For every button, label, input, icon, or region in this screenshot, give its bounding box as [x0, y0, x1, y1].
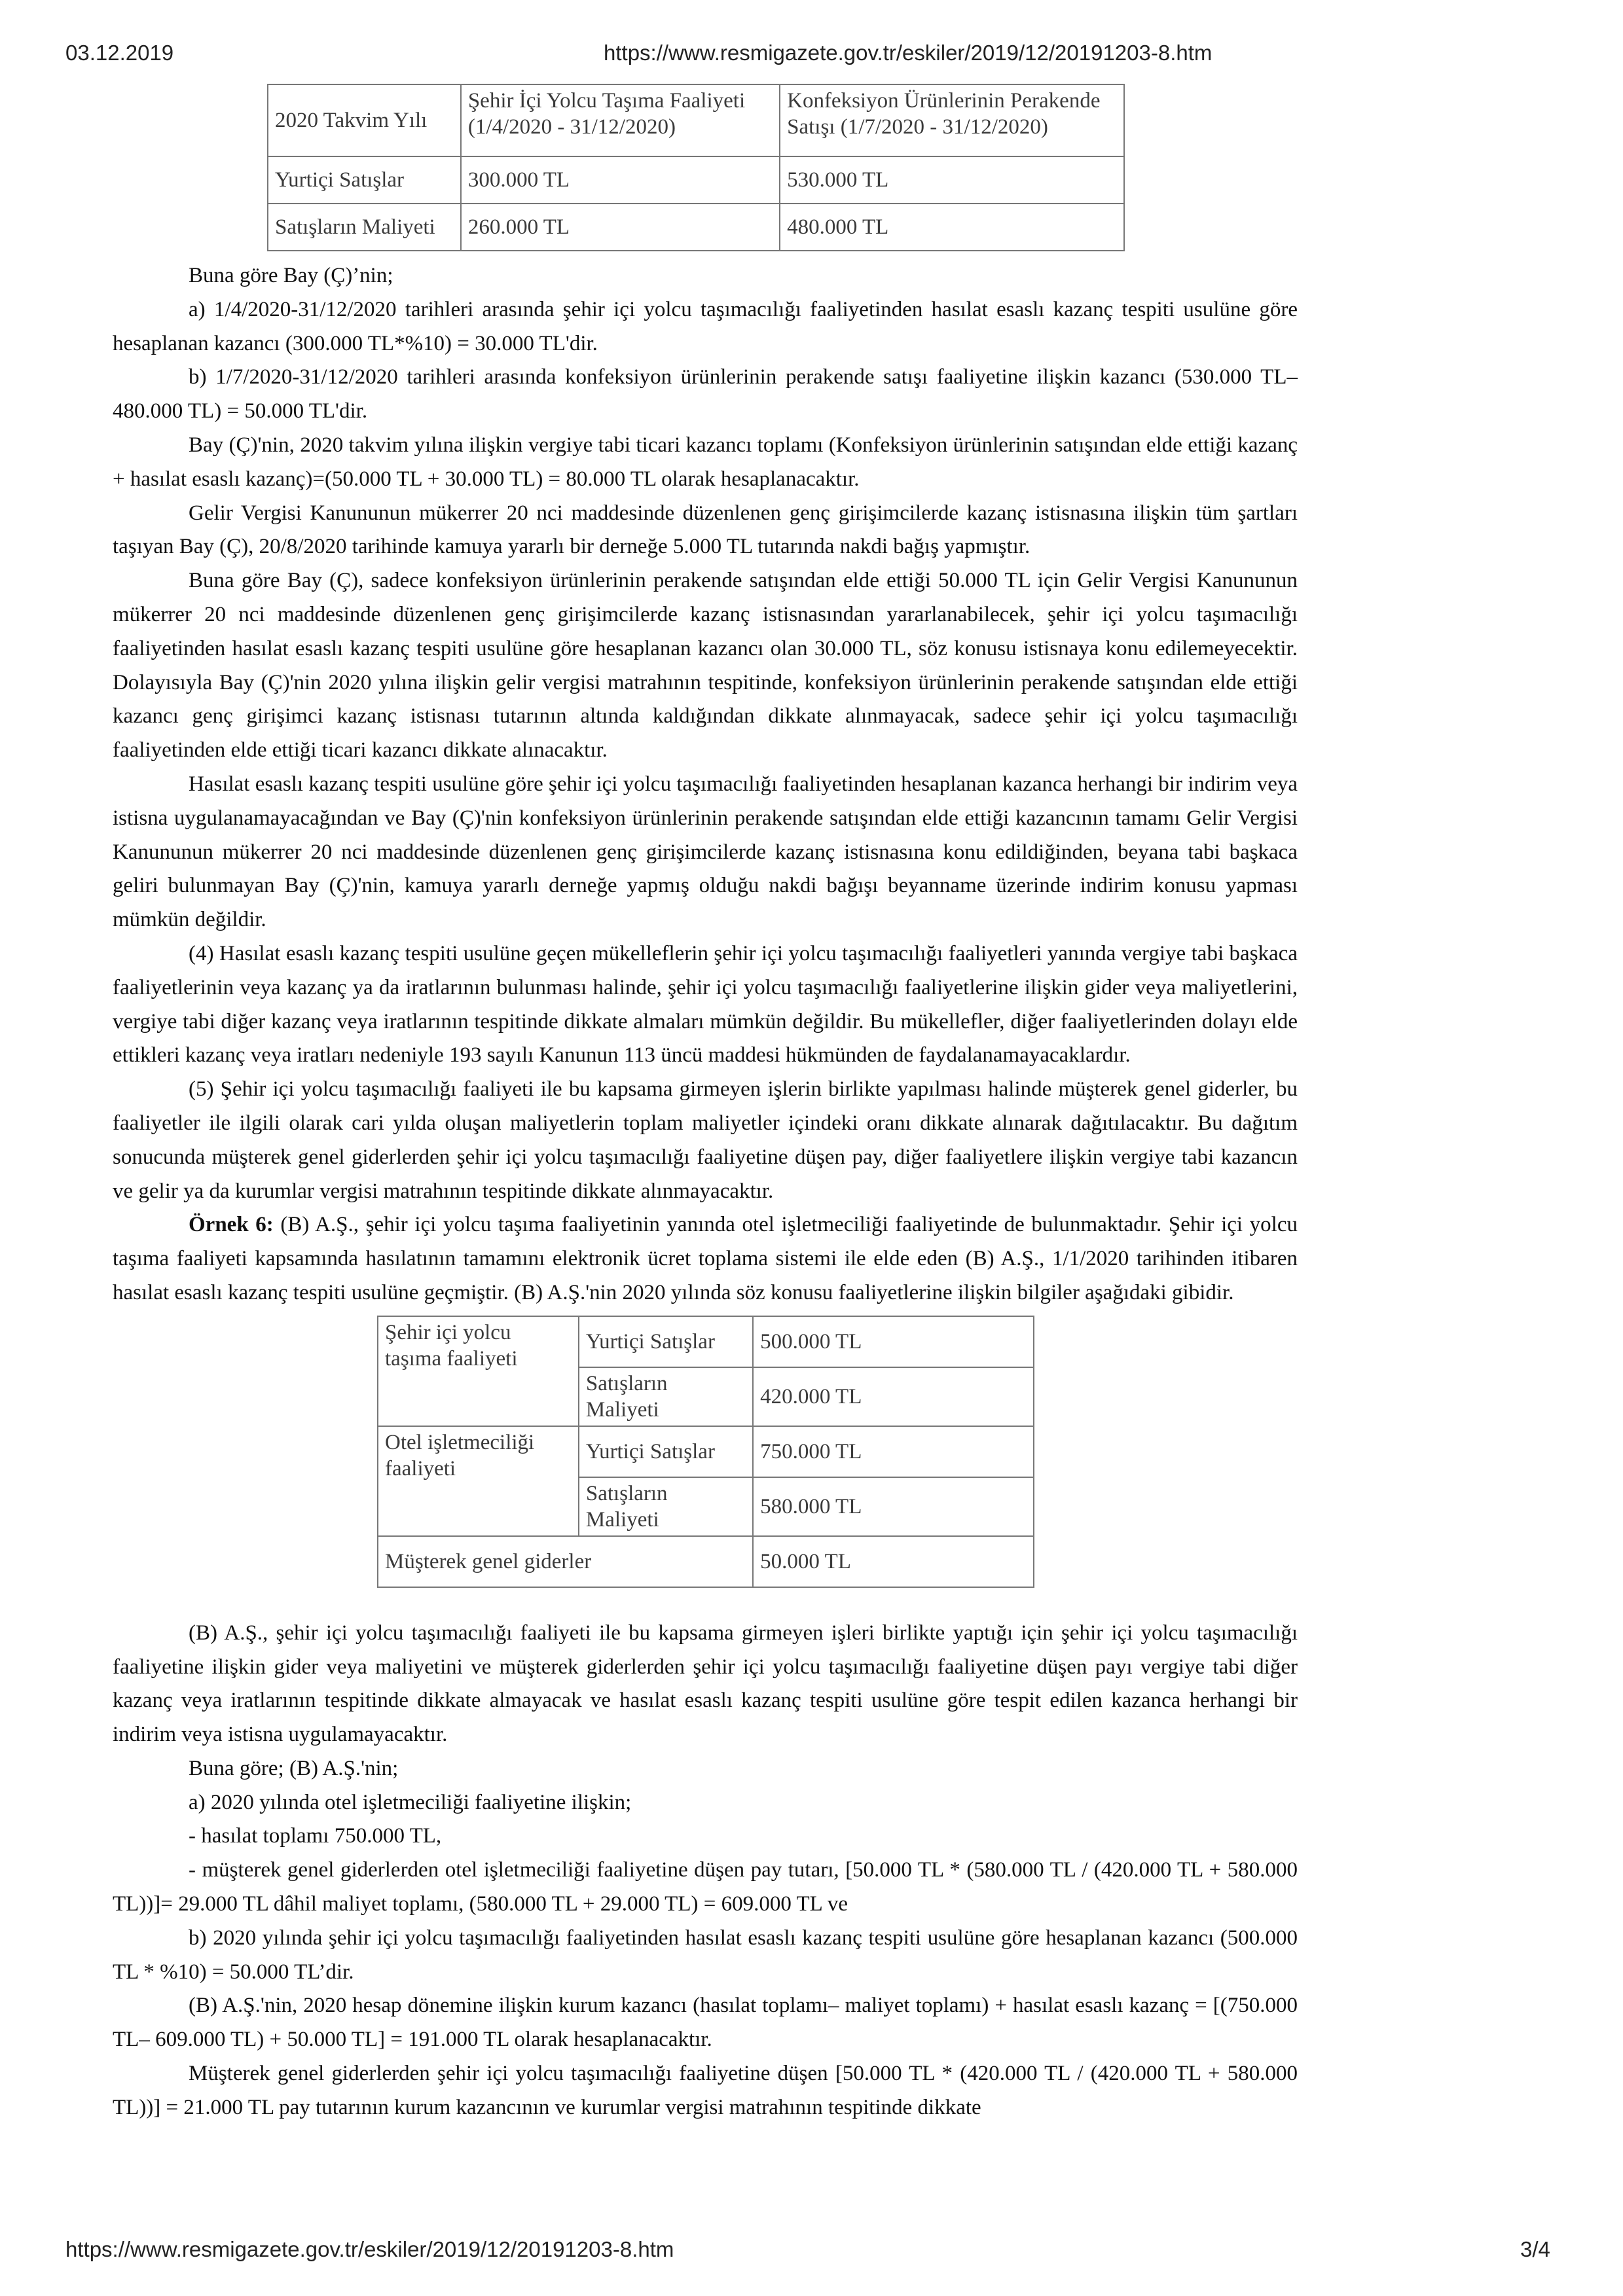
paragraph: Gelir Vergisi Kanununun mükerrer 20 nci maddesinde düzenlenen genç girişimcilerde kazanç istisnasına ilişkin tüm şartları taşıyan Bay (Ç), 20/8/2020 tarihinde kamuya yararlı bir derneğe 5.000 TL tutarında nakdi bağış yapmıştır. — [113, 501, 1298, 559]
group-label-hotel: Otel işletmeciliği faaliyeti — [378, 1426, 579, 1536]
paragraph: Buna göre Bay (Ç), sadece konfeksiyon ürünlerinin perakende satışından elde ettiği 50.000 TL için Gelir Vergisi Kanununun mükerrer 20 nci maddesinde düzenlenen genç girişimcilerde kazanç istisnasından yararlanabilecek, şehir içi yolcu taşımacılığı faaliyetinden hasılat esaslı kazanç tespiti usulüne göre hesaplanan kazancı olan 30.000 TL, söz konusu istisnaya konu edilemeyecektir. Dolayısıyla Bay (Ç)'nin 2020 yılına ilişkin gelir vergisi matrahının tespitinde, konfeksiyon ürünlerinin perakende satışından elde ettiği kazancı genç girişimci kazanç istisnası tutarının altında kaldığından dikkate alınmayacak, sadece şehir içi yolcu taşımacılığı faaliyetinden elde ettiği ticari kazancı dikkate alınacaktır. — [113, 569, 1298, 762]
table-cell: 750.000 TL — [753, 1426, 1034, 1477]
print-url: https://www.resmigazete.gov.tr/eskiler/2019/12/20191203-8.htm — [604, 41, 1213, 65]
example-6-paragraph — [113, 1208, 1298, 1310]
paragraph: Hasılat esaslı kazanç tespiti usulüne göre şehir içi yolcu taşımacılığı faaliyetinden hesaplanan kazanca herhangi bir indirim veya istisna uygulanamayacağından ve Bay (Ç)'nin konfeksiyon ürünlerinin perakende satışından elde ettiği kazancının tamamı Gelir Vergisi Kanununun mükerrer 20 nci maddesinde düzenlenen genç girişimcilerde kazanç istisnasına konu edildiğinden, beyana tabi başkaca geliri bulunmayan Bay (Ç)'nin, kamuya yararlı derneğe yapmış olduğu nakdi bağışı beyanname üzerinde indirim konusu yapması mümkün değildir. — [113, 772, 1298, 932]
table-header-row — [268, 84, 1124, 156]
paragraph: a) 1/4/2020-31/12/2020 tarihleri arasında şehir içi yolcu taşımacılığı faaliyetinden hasılat esaslı kazanç tespiti usulüne göre hesaplanan kazancı (300.000 TL*%10) = 30.000 TL'dir. — [113, 297, 1298, 355]
table-row — [268, 156, 1124, 204]
table-cell: 500.000 TL — [753, 1316, 1034, 1367]
table-cell: Yurtiçi Satışlar — [268, 156, 461, 204]
table-row — [378, 1316, 1034, 1367]
paragraph: a) 2020 yılında otel işletmeciliği faaliyetine ilişkin; — [189, 1790, 632, 1814]
table-row — [378, 1426, 1034, 1477]
paragraph: (4) Hasılat esaslı kazanç tespiti usulüne geçen mükelleflerin şehir içi yolcu taşımacılığı faaliyetleri yanında vergiye tabi başkaca faaliyetlerinin veya kazanç ya da iratlarının bulunması halinde, şehir içi yolcu taşımacılığı faaliyetlerine ilişkin gider veya maliyetlerini, vergiye tabi diğer kazanç veya iratlarının tespitinde dikkate almaları mümkün değildir. Bu mükellefler, diğer faaliyetlerinden dolayı elde ettikleri kazanç veya iratları nedeniyle 193 sayılı Kanunun 113 üncü maddesi hükmünden de faydalanamayacaklardır. — [113, 941, 1298, 1067]
table-cell: Müşterek genel giderler — [378, 1536, 753, 1587]
paragraph: Buna göre; (B) A.Ş.'nin; — [189, 1756, 399, 1780]
paragraph: - müşterek genel giderlerden otel işletmeciliği faaliyetine düşen pay tutarı, [50.000 TL * (580.000 TL / (420.000 TL + 580.000 TL))]= 29.000 TL dâhil maliyet toplamı, (580.000 TL + 29.000 TL) = 609.000 TL ve — [113, 1858, 1298, 1916]
example-6-text: (B) A.Ş., şehir içi yolcu taşıma faaliyetinin yanında otel işletmeciliği faaliyetinde de bulunmaktadır. Şehir içi yolcu taşıma faaliyeti kapsamında hasılatının tamamını elektronik ücret toplama sistemi ile elde eden (B) A.Ş., 1/1/2020 tarihinden itibaren hasılat esaslı kazanç tespiti usulüne geçmiştir. (B) A.Ş.'nin 2020 yılında söz konusu faaliyetlerine ilişkin bilgiler aşağıdaki gibidir. — [113, 1213, 1298, 1304]
paragraph: (B) A.Ş., şehir içi yolcu taşımacılığı faaliyeti ile bu kapsama girmeyen işleri birlikte yaptığı için şehir içi yolcu taşımacılığı faaliyetine ilişkin gider veya maliyetini ve müşterek giderlerden şehir içi yolcu taşımacılığı faaliyetine düşen payı vergiye tabi diğer kazanç veya iratlarının tespitinde dikkate almayacak ve hasılat esaslı kazanç tespiti usulüne göre tespit edilen kazanca herhangi bir indirim veya istisna uygulamayacaktır. — [113, 1621, 1298, 1747]
table-header-cell: 2020 Takvim Yılı — [268, 84, 461, 156]
table-cell: 580.000 TL — [753, 1477, 1034, 1536]
paragraph: - hasılat toplamı 750.000 TL, — [189, 1824, 442, 1848]
footer-url: https://www.resmigazete.gov.tr/eskiler/2019/12/20191203-8.htm — [65, 2237, 674, 2261]
paragraph: Bay (Ç)'nin, 2020 takvim yılına ilişkin vergiye tabi ticari kazancı toplamı (Konfeksiyon ürünlerinin satışından elde ettiği kazanç + hasılat esaslı kazanç)=(50.000 TL + 30.000 TL) = 80.000 TL olarak hesaplanacaktır. — [113, 433, 1298, 491]
paragraph: b) 2020 yılında şehir içi yolcu taşımacılığı faaliyetinden hasılat esaslı kazanç tespiti usulüne göre hesaplanan kazancı (500.000 TL * %10) = 50.000 TL’dir. — [113, 1926, 1298, 1984]
table-cell: 50.000 TL — [753, 1536, 1034, 1587]
table-cell: Yurtiçi Satışlar — [579, 1316, 753, 1367]
table-cell: Satışların Maliyeti — [579, 1367, 753, 1426]
table-row — [378, 1536, 1034, 1587]
table-cell: 260.000 TL — [461, 204, 780, 251]
table-cell: 420.000 TL — [753, 1367, 1034, 1426]
paragraph: Buna göre Bay (Ç)’nin; — [189, 264, 393, 287]
table-cell: Satışların Maliyeti — [579, 1477, 753, 1536]
table-cell: 530.000 TL — [780, 156, 1124, 204]
table-cell: Yurtiçi Satışlar — [579, 1426, 753, 1477]
page-number: 3/4 — [1520, 2237, 1550, 2261]
table-row — [268, 204, 1124, 251]
paragraph: Müşterek genel giderlerden şehir içi yolcu taşımacılığı faaliyetine düşen [50.000 TL * (420.000 TL / (420.000 TL + 580.000 TL))] = 21.000 TL pay tutarının kurum kazancının ve kurumlar vergisi matrahının tespitinde dikkate — [113, 2062, 1298, 2119]
table-cell: 480.000 TL — [780, 204, 1124, 251]
group-label-city-transport: Şehir içi yolcu taşıma faaliyeti — [378, 1316, 579, 1426]
activity-table-2020 — [267, 84, 1125, 251]
paragraph: (B) A.Ş.'nin, 2020 hesap dönemine ilişkin kurum kazancı (hasılat toplamı– maliyet toplamı) + hasılat esaslı kazanç = [(750.000 TL– 609.000 TL) + 50.000 TL] = 191.000 TL olarak hesaplanacaktır. — [113, 1994, 1298, 2052]
activity-cost-table — [377, 1316, 1034, 1588]
table-cell: 300.000 TL — [461, 156, 780, 204]
table-cell: Satışların Maliyeti — [268, 204, 461, 251]
table-header-cell: Konfeksiyon Ürünlerinin Perakende Satışı (1/7/2020 - 31/12/2020) — [780, 84, 1124, 156]
paragraph: (5) Şehir içi yolcu taşımacılığı faaliyeti ile bu kapsama girmeyen işlerin birlikte yapılması halinde müşterek genel giderler, bu faaliyetler ile ilgili olarak cari yılda oluşan maliyetlerin toplam maliyetler içindeki oranı dikkate alınarak dağıtılacaktır. Bu dağıtım sonucunda müşterek genel giderlerden şehir içi yolcu taşımacılığı faaliyetine düşen pay, diğer faaliyetlere ilişkin vergiye tabi kazancın ve gelir ya da kurumlar vergisi matrahının tespitinde dikkate alınmayacaktır. — [113, 1077, 1298, 1203]
document-body — [113, 84, 1298, 2125]
table-header-cell: Şehir İçi Yolcu Taşıma Faaliyeti (1/4/2020 - 31/12/2020) — [461, 84, 780, 156]
example-6-label: Örnek 6: — [189, 1213, 274, 1237]
print-date: 03.12.2019 — [65, 41, 174, 65]
paragraph: b) 1/7/2020-31/12/2020 tarihleri arasında konfeksiyon ürünlerinin perakende satışı faaliyetine ilişkin kazancı (530.000 TL– 480.000 TL) = 50.000 TL'dir. — [113, 365, 1298, 423]
